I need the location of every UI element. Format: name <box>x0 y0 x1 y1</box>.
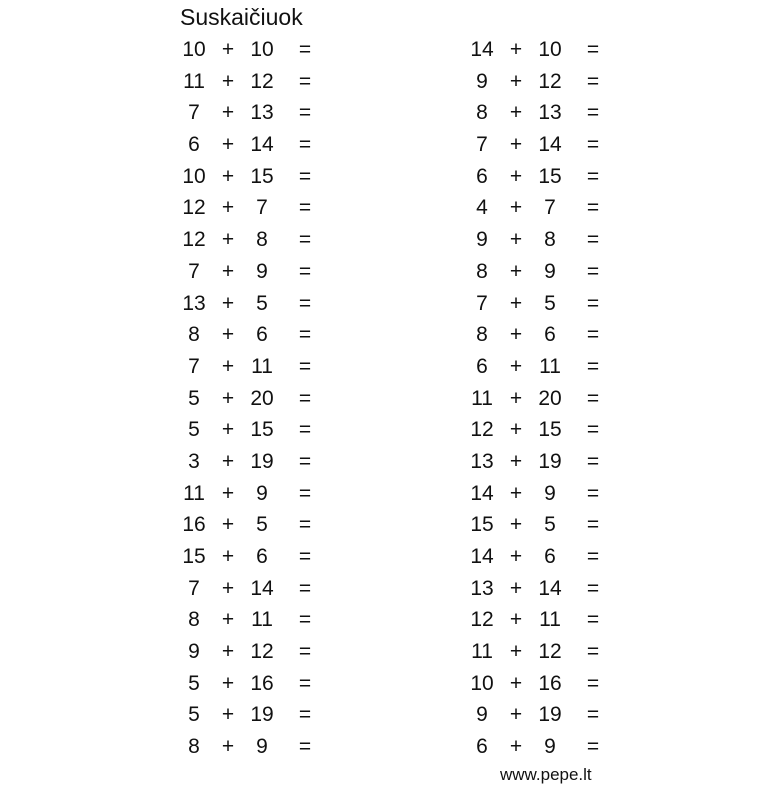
equals-sign: = <box>586 449 600 473</box>
first-addend: 8 <box>188 323 200 347</box>
plus-sign: + <box>509 640 523 664</box>
first-addend: 5 <box>188 386 200 410</box>
first-addend: 7 <box>188 354 200 378</box>
plus-sign: + <box>221 196 235 220</box>
second-addend: 10 <box>538 38 562 61</box>
exercise-row <box>178 446 318 478</box>
equals-sign: = <box>586 323 600 347</box>
exercise-row <box>466 541 606 573</box>
exercise-row <box>466 34 606 66</box>
equals-sign: = <box>586 291 600 315</box>
plus-sign: + <box>221 481 235 505</box>
first-addend: 5 <box>188 418 200 442</box>
first-addend: 7 <box>188 259 200 283</box>
first-addend: 7 <box>476 133 488 157</box>
second-addend: 9 <box>544 481 556 505</box>
exercise-row <box>178 541 318 573</box>
exercise-row <box>466 66 606 98</box>
first-addend: 11 <box>183 481 205 505</box>
second-addend: 5 <box>544 291 556 315</box>
plus-sign: + <box>221 418 235 442</box>
second-addend: 19 <box>250 703 274 727</box>
exercise-row <box>178 731 318 763</box>
equals-sign: = <box>298 513 312 537</box>
equals-sign: = <box>298 671 312 695</box>
plus-sign: + <box>221 101 235 125</box>
plus-sign: + <box>221 228 235 252</box>
exercise-row <box>466 573 606 605</box>
exercise-row <box>178 414 318 446</box>
first-addend: 14 <box>470 38 494 61</box>
first-addend: 3 <box>188 449 200 473</box>
second-addend: 7 <box>256 196 268 220</box>
equals-sign: = <box>298 354 312 378</box>
second-addend: 8 <box>544 228 556 252</box>
exercise-row <box>466 383 606 415</box>
plus-sign: + <box>221 576 235 600</box>
first-addend: 4 <box>476 196 488 220</box>
exercise-row <box>178 129 318 161</box>
plus-sign: + <box>509 545 523 568</box>
first-addend: 7 <box>188 576 200 600</box>
exercise-row <box>466 351 606 383</box>
second-addend: 11 <box>251 608 273 632</box>
first-addend: 6 <box>476 735 488 759</box>
plus-sign: + <box>509 323 523 347</box>
first-addend: 12 <box>182 228 206 252</box>
first-addend: 8 <box>476 259 488 283</box>
plus-sign: + <box>509 259 523 283</box>
equals-sign: = <box>298 576 312 600</box>
plus-sign: + <box>509 513 523 537</box>
second-addend: 9 <box>256 481 268 505</box>
second-addend: 10 <box>250 38 274 61</box>
first-addend: 9 <box>476 703 488 727</box>
second-addend: 5 <box>256 513 268 537</box>
plus-sign: + <box>221 703 235 727</box>
exercise-row <box>466 288 606 320</box>
first-addend: 12 <box>470 418 494 442</box>
right-exercise-column <box>466 34 606 763</box>
second-addend: 7 <box>544 196 556 220</box>
exercise-row <box>466 731 606 763</box>
second-addend: 15 <box>538 418 562 442</box>
first-addend: 11 <box>471 386 493 410</box>
second-addend: 9 <box>256 735 268 759</box>
second-addend: 6 <box>544 545 556 568</box>
first-addend: 14 <box>470 481 494 505</box>
first-addend: 7 <box>476 291 488 315</box>
exercise-row <box>466 192 606 224</box>
equals-sign: = <box>298 259 312 283</box>
plus-sign: + <box>509 449 523 473</box>
plus-sign: + <box>509 291 523 315</box>
plus-sign: + <box>221 608 235 632</box>
plus-sign: + <box>509 481 523 505</box>
equals-sign: = <box>298 323 312 347</box>
exercise-row <box>178 66 318 98</box>
plus-sign: + <box>221 545 235 568</box>
equals-sign: = <box>298 640 312 664</box>
plus-sign: + <box>509 418 523 442</box>
equals-sign: = <box>586 671 600 695</box>
plus-sign: + <box>221 133 235 157</box>
second-addend: 14 <box>250 133 274 157</box>
first-addend: 10 <box>470 671 494 695</box>
second-addend: 14 <box>538 576 562 600</box>
equals-sign: = <box>298 703 312 727</box>
first-addend: 6 <box>188 133 200 157</box>
second-addend: 11 <box>251 354 273 378</box>
plus-sign: + <box>509 703 523 727</box>
equals-sign: = <box>298 69 312 93</box>
exercise-row <box>466 509 606 541</box>
equals-sign: = <box>298 38 312 61</box>
exercise-row <box>466 699 606 731</box>
plus-sign: + <box>509 608 523 632</box>
equals-sign: = <box>586 228 600 252</box>
exercise-row <box>178 478 318 510</box>
equals-sign: = <box>298 481 312 505</box>
plus-sign: + <box>221 640 235 664</box>
equals-sign: = <box>586 481 600 505</box>
page-title: Suskaičiuok <box>180 4 303 30</box>
exercise-row <box>466 129 606 161</box>
second-addend: 6 <box>256 545 268 568</box>
exercise-row <box>178 161 318 193</box>
first-addend: 11 <box>183 69 205 93</box>
first-addend: 13 <box>470 576 494 600</box>
plus-sign: + <box>509 576 523 600</box>
exercise-row <box>178 573 318 605</box>
first-addend: 6 <box>476 164 488 188</box>
exercise-row <box>466 224 606 256</box>
first-addend: 15 <box>182 545 206 568</box>
second-addend: 16 <box>250 671 274 695</box>
exercise-row <box>466 478 606 510</box>
equals-sign: = <box>586 259 600 283</box>
equals-sign: = <box>586 69 600 93</box>
equals-sign: = <box>298 133 312 157</box>
second-addend: 9 <box>256 259 268 283</box>
second-addend: 6 <box>544 323 556 347</box>
exercise-row <box>466 97 606 129</box>
second-addend: 19 <box>538 703 562 727</box>
second-addend: 12 <box>538 69 562 93</box>
exercise-row <box>178 604 318 636</box>
second-addend: 15 <box>538 164 562 188</box>
exercise-row <box>178 288 318 320</box>
equals-sign: = <box>298 228 312 252</box>
plus-sign: + <box>221 69 235 93</box>
exercise-row <box>178 224 318 256</box>
exercise-row <box>178 319 318 351</box>
second-addend: 19 <box>250 449 274 473</box>
exercise-row <box>466 161 606 193</box>
equals-sign: = <box>586 576 600 600</box>
second-addend: 8 <box>256 228 268 252</box>
equals-sign: = <box>586 640 600 664</box>
first-addend: 5 <box>188 703 200 727</box>
exercise-row <box>178 351 318 383</box>
first-addend: 15 <box>470 513 494 537</box>
second-addend: 12 <box>250 640 274 664</box>
plus-sign: + <box>509 386 523 410</box>
second-addend: 19 <box>538 449 562 473</box>
second-addend: 14 <box>250 576 274 600</box>
exercise-row <box>466 446 606 478</box>
first-addend: 10 <box>182 38 206 61</box>
first-addend: 12 <box>470 608 494 632</box>
plus-sign: + <box>509 101 523 125</box>
equals-sign: = <box>298 545 312 568</box>
plus-sign: + <box>509 735 523 759</box>
equals-sign: = <box>298 164 312 188</box>
first-addend: 11 <box>471 640 493 664</box>
second-addend: 14 <box>538 133 562 157</box>
equals-sign: = <box>586 386 600 410</box>
first-addend: 9 <box>188 640 200 664</box>
first-addend: 14 <box>470 545 494 568</box>
second-addend: 11 <box>539 354 561 378</box>
plus-sign: + <box>221 354 235 378</box>
plus-sign: + <box>221 671 235 695</box>
plus-sign: + <box>221 323 235 347</box>
equals-sign: = <box>298 386 312 410</box>
equals-sign: = <box>586 354 600 378</box>
equals-sign: = <box>298 291 312 315</box>
plus-sign: + <box>221 291 235 315</box>
plus-sign: + <box>221 449 235 473</box>
exercise-row <box>178 383 318 415</box>
equals-sign: = <box>298 735 312 759</box>
plus-sign: + <box>221 38 235 61</box>
equals-sign: = <box>586 513 600 537</box>
exercise-row <box>178 34 318 66</box>
exercise-row <box>178 668 318 700</box>
exercise-row <box>466 636 606 668</box>
second-addend: 9 <box>544 735 556 759</box>
plus-sign: + <box>509 671 523 695</box>
website-footer: www.pepe.lt <box>500 765 592 784</box>
first-addend: 8 <box>188 735 200 759</box>
second-addend: 12 <box>538 640 562 664</box>
second-addend: 13 <box>538 101 562 125</box>
equals-sign: = <box>298 418 312 442</box>
exercise-row <box>178 636 318 668</box>
equals-sign: = <box>298 608 312 632</box>
plus-sign: + <box>509 69 523 93</box>
exercise-row <box>466 319 606 351</box>
equals-sign: = <box>298 196 312 220</box>
equals-sign: = <box>586 608 600 632</box>
plus-sign: + <box>509 38 523 61</box>
equals-sign: = <box>586 735 600 759</box>
first-addend: 8 <box>476 323 488 347</box>
first-addend: 9 <box>476 228 488 252</box>
exercise-row <box>178 699 318 731</box>
exercise-row <box>466 604 606 636</box>
exercise-row <box>178 97 318 129</box>
first-addend: 12 <box>182 196 206 220</box>
second-addend: 9 <box>544 259 556 283</box>
second-addend: 12 <box>250 69 274 93</box>
plus-sign: + <box>221 513 235 537</box>
second-addend: 13 <box>250 101 274 125</box>
equals-sign: = <box>586 545 600 568</box>
exercise-row <box>466 256 606 288</box>
first-addend: 10 <box>182 164 206 188</box>
exercise-row <box>178 192 318 224</box>
exercise-row <box>466 668 606 700</box>
second-addend: 11 <box>539 608 561 632</box>
left-exercise-column <box>178 34 318 763</box>
plus-sign: + <box>221 164 235 188</box>
exercise-row <box>466 414 606 446</box>
first-addend: 13 <box>470 449 494 473</box>
first-addend: 13 <box>182 291 206 315</box>
second-addend: 16 <box>538 671 562 695</box>
exercise-row <box>178 509 318 541</box>
first-addend: 9 <box>476 69 488 93</box>
equals-sign: = <box>586 703 600 727</box>
first-addend: 6 <box>476 354 488 378</box>
first-addend: 7 <box>188 101 200 125</box>
equals-sign: = <box>586 418 600 442</box>
exercise-row <box>178 256 318 288</box>
equals-sign: = <box>586 196 600 220</box>
equals-sign: = <box>298 101 312 125</box>
plus-sign: + <box>509 228 523 252</box>
first-addend: 8 <box>188 608 200 632</box>
plus-sign: + <box>509 164 523 188</box>
plus-sign: + <box>221 259 235 283</box>
plus-sign: + <box>509 196 523 220</box>
second-addend: 6 <box>256 323 268 347</box>
first-addend: 5 <box>188 671 200 695</box>
plus-sign: + <box>221 735 235 759</box>
equals-sign: = <box>586 164 600 188</box>
first-addend: 8 <box>476 101 488 125</box>
first-addend: 16 <box>182 513 206 537</box>
plus-sign: + <box>509 133 523 157</box>
equals-sign: = <box>298 449 312 473</box>
second-addend: 5 <box>256 291 268 315</box>
plus-sign: + <box>221 386 235 410</box>
equals-sign: = <box>586 101 600 125</box>
equals-sign: = <box>586 38 600 61</box>
second-addend: 20 <box>538 386 562 410</box>
second-addend: 5 <box>544 513 556 537</box>
equals-sign: = <box>586 133 600 157</box>
second-addend: 20 <box>250 386 274 410</box>
second-addend: 15 <box>250 164 274 188</box>
second-addend: 15 <box>250 418 274 442</box>
plus-sign: + <box>509 354 523 378</box>
